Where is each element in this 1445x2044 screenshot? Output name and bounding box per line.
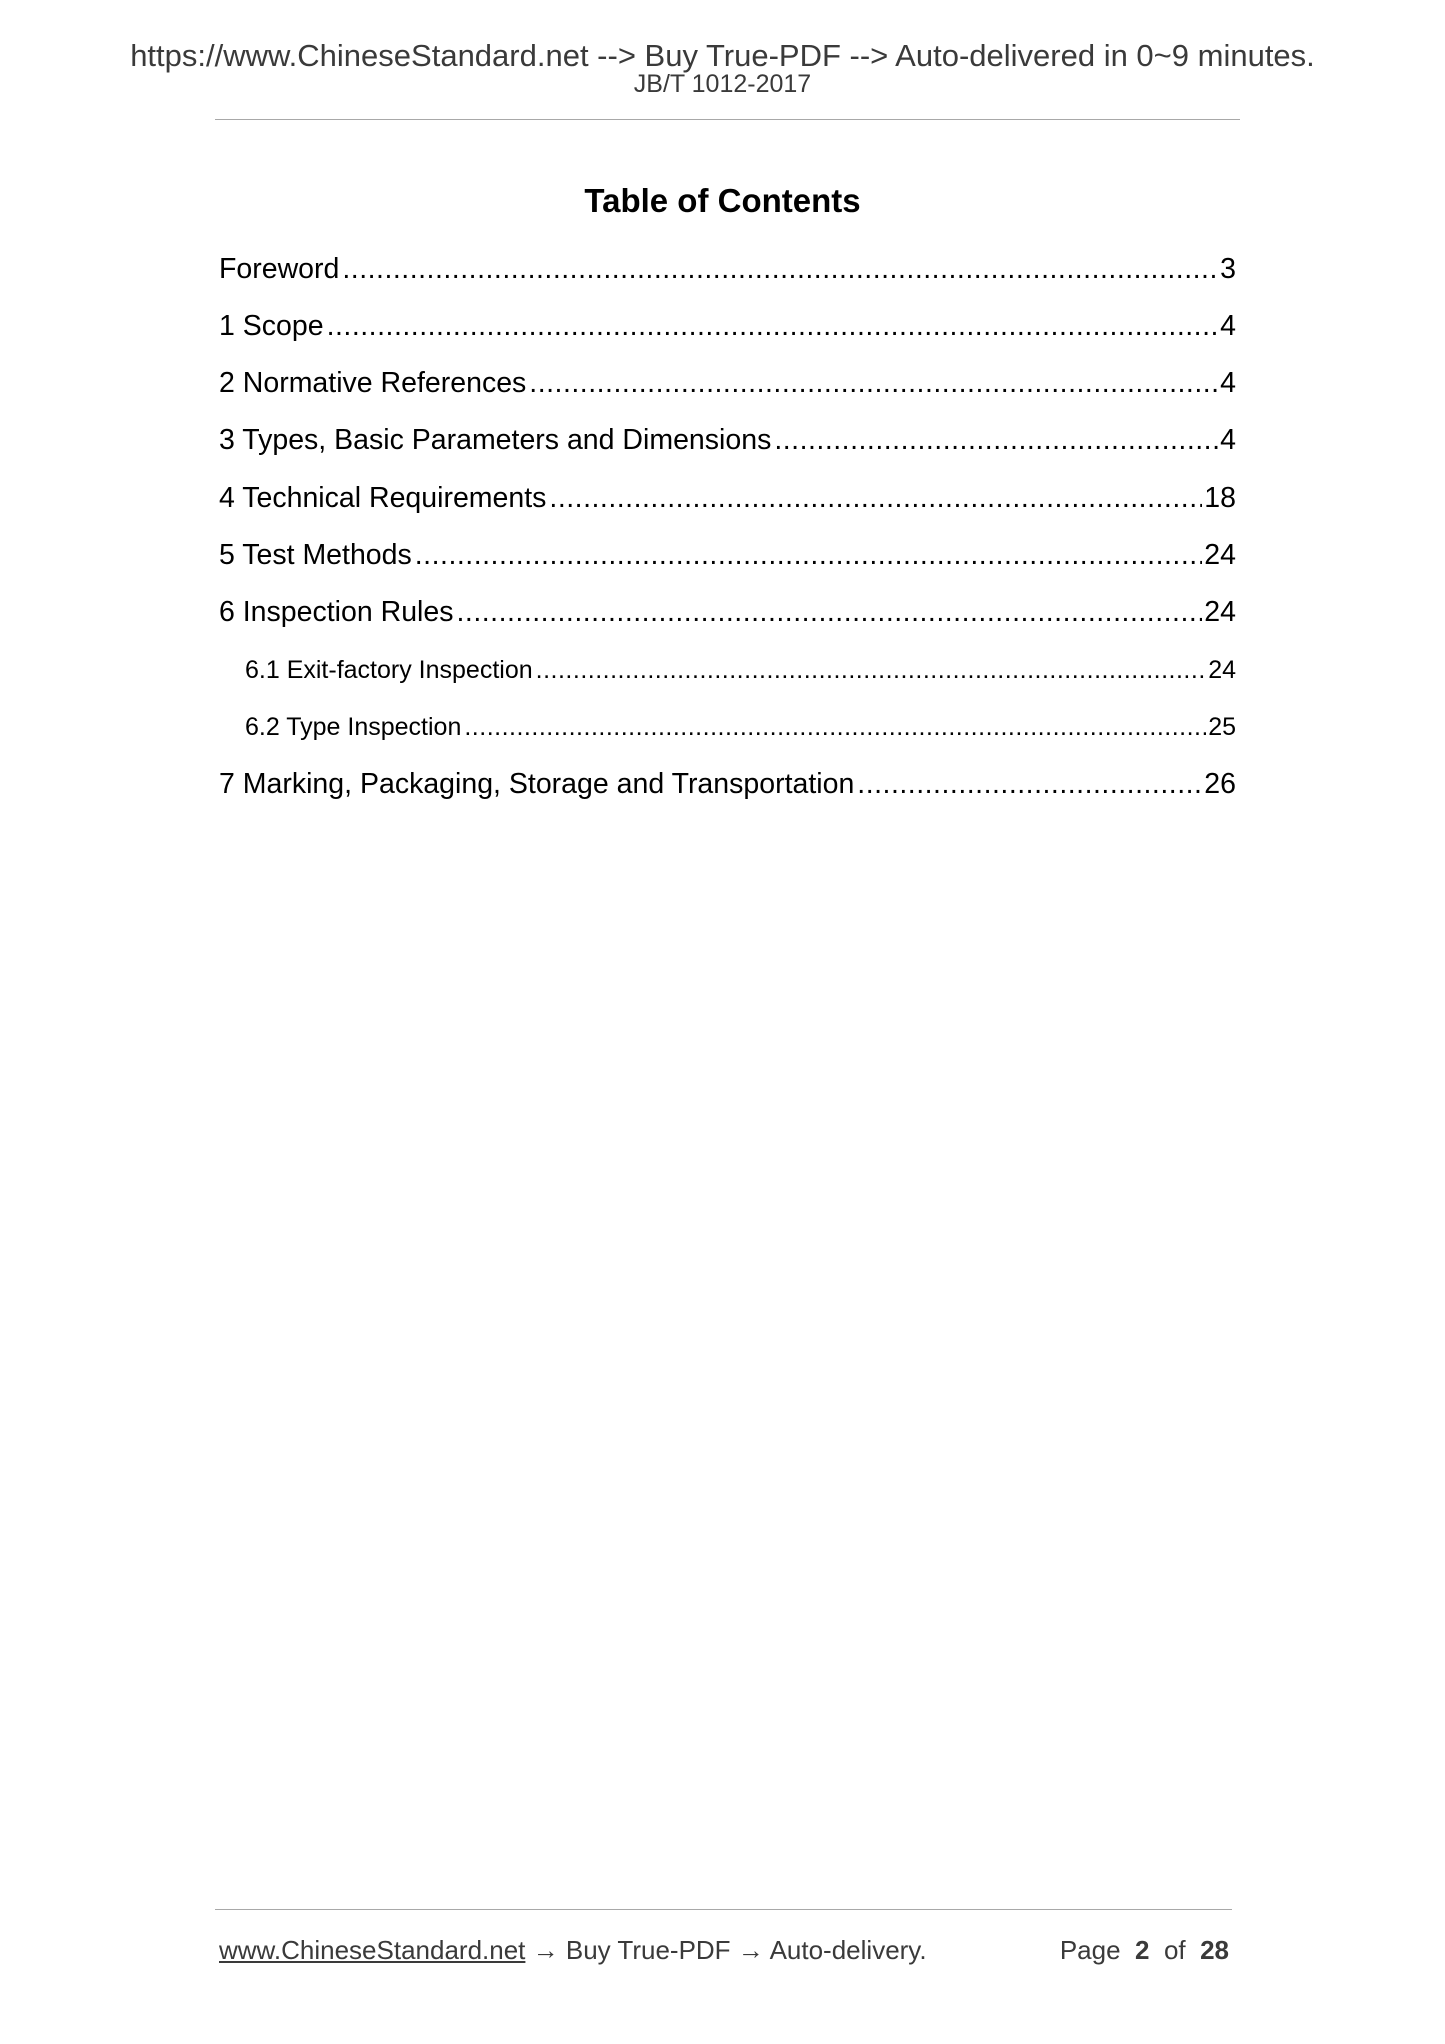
toc-dot-leader [529,367,1218,400]
toc-entry-page: 24 [1204,596,1236,628]
header-divider [215,119,1240,120]
toc-entry-label: 3 Types, Basic Parameters and Dimensions [219,424,772,456]
toc-entry-label: 1 Scope [219,310,324,342]
toc-dot-leader [774,424,1218,457]
of-word: of [1163,1935,1186,1965]
top-banner: https://www.ChineseStandard.net --> Buy True-PDF --> Auto-delivered in 0~9 minutes. [130,38,1315,73]
toc-entry-foreword[interactable] [219,253,1236,286]
toc-entry-exit-factory-inspection[interactable] [245,656,1236,685]
toc-entry-label: 7 Marking, Packaging, Storage and Transportation [219,768,855,800]
toc-entry-inspection-rules[interactable] [219,596,1236,629]
toc-entry-page: 3 [1220,253,1236,285]
page-indicator [1060,1935,1229,1966]
toc-entry-page: 26 [1204,768,1236,800]
toc-entry-marking-packaging[interactable] [219,768,1236,801]
toc-entry-test-methods[interactable] [219,539,1236,572]
toc-entry-label: 2 Normative References [219,367,527,399]
toc-dot-leader [464,713,1206,742]
toc-dot-leader [415,539,1203,572]
toc-entry-label: 4 Technical Requirements [219,482,547,514]
toc-entry-normative-references[interactable] [219,367,1236,400]
toc-entry-page: 4 [1220,424,1236,456]
current-page-number: 2 [1135,1935,1150,1965]
page-word: Page [1059,1935,1121,1965]
toc-dot-leader [857,768,1202,801]
footer-divider [215,1909,1232,1910]
toc-entry-page: 4 [1220,367,1236,399]
footer-promo [219,1935,927,1966]
toc-entry-label: Foreword [219,253,340,285]
toc-dot-leader [327,310,1219,343]
toc-entry-type-inspection[interactable] [245,713,1236,742]
toc-entry-label: 6.1 Exit-factory Inspection [245,656,533,684]
standard-code: JB/T 1012-2017 [633,70,812,98]
footer-tagline: → Buy True-PDF → Auto-delivery. [525,1935,927,1965]
toc-entry-page: 4 [1220,310,1236,342]
toc-entry-page: 24 [1208,656,1236,684]
toc-dot-leader [342,253,1218,286]
toc-entry-label: 5 Test Methods [219,539,412,571]
toc-title: Table of Contents [584,182,861,219]
toc-entry-types-parameters[interactable] [219,424,1236,457]
toc-entry-label: 6.2 Type Inspection [245,713,462,741]
toc-entry-label: 6 Inspection Rules [219,596,454,628]
total-page-count: 28 [1200,1935,1229,1965]
toc-entry-technical-requirements[interactable] [219,482,1236,515]
toc-entry-page: 24 [1204,539,1236,571]
footer-site-link[interactable]: www.ChineseStandard.net [219,1935,526,1965]
toc-dot-leader [456,596,1202,629]
toc-entry-scope[interactable] [219,310,1236,343]
toc-dot-leader [549,482,1202,515]
toc-dot-leader [536,656,1207,685]
toc-entry-page: 25 [1208,713,1236,741]
toc-entry-page: 18 [1204,482,1236,514]
